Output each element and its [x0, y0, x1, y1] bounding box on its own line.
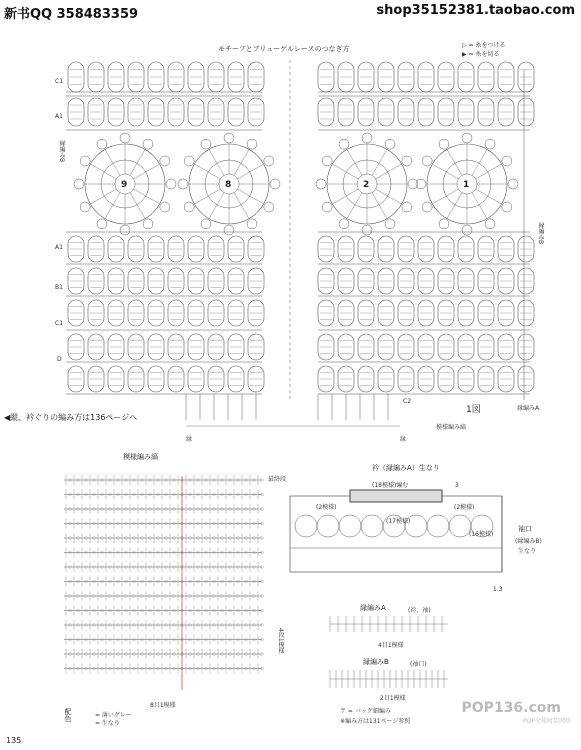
motif-2-petal: [385, 219, 395, 229]
motif-1-spoke: [476, 164, 502, 179]
motif-9-spoke: [130, 193, 145, 219]
motif-9-petal: [120, 225, 130, 235]
side-label-right: 縁編みB: [537, 222, 544, 245]
motif-8-petal: [201, 139, 211, 149]
motif-1-petal: [422, 202, 432, 212]
cuff-label: 袖口: [518, 525, 532, 533]
collar-mid: (17模様): [386, 518, 411, 525]
motif-8-petal: [184, 156, 194, 166]
motif-1-spoke: [447, 193, 462, 219]
collar-left: (2模様): [316, 504, 337, 511]
motif-9-petal: [143, 139, 153, 149]
motif-2-petal: [339, 219, 349, 229]
motif-9-inner: [115, 174, 135, 194]
collar-top-band: [350, 490, 442, 502]
row-label-c2: C2: [403, 398, 412, 405]
motif-1-spoke: [472, 193, 487, 219]
motif-8-petal: [201, 219, 211, 229]
motif-2-spoke: [347, 149, 362, 175]
motif-2-spoke: [372, 193, 387, 219]
collar-motif-circle: [295, 515, 317, 537]
pattern-title: 模様編み縞: [123, 453, 158, 461]
footnote-1: 〒 = バック細編み: [340, 708, 391, 715]
motif-8-petal: [264, 202, 274, 212]
color-key-1: = 薄いグレー: [95, 712, 132, 719]
collar-motif-circle: [427, 515, 449, 537]
color-key-2: = 生なり: [95, 720, 120, 727]
motif-9-spoke: [130, 149, 145, 175]
bottom-edge-label: 縁編みA: [517, 405, 540, 412]
motif-number-1: 1: [463, 180, 470, 190]
motif-1-petal: [416, 179, 426, 189]
motif-2-petal: [322, 156, 332, 166]
row-label-b1: B1: [55, 284, 63, 291]
row-label-c1-b: C1: [55, 320, 64, 327]
motif-2-petal: [362, 133, 372, 143]
motif-1-spoke: [472, 149, 487, 175]
row-label-a1-b: A1: [55, 244, 63, 251]
motif-1-petal: [508, 179, 518, 189]
motif-2-petal: [316, 179, 326, 189]
motif-9-spoke: [90, 164, 116, 179]
motif-9-petal: [160, 156, 170, 166]
motif-9-petal: [143, 219, 153, 229]
header-qq: 新书QQ 358483359: [4, 7, 139, 22]
motif-8-spoke: [194, 189, 220, 204]
color-key-label: 配色: [64, 708, 72, 722]
motif-1-spoke: [432, 189, 458, 204]
collar-motif-circle: [361, 515, 383, 537]
motif-9-petal: [120, 133, 130, 143]
motif-number-9: 9: [121, 180, 128, 190]
motif-2-petal: [408, 179, 418, 189]
motif-9-petal: [166, 179, 176, 189]
motif-9-spoke: [134, 189, 160, 204]
motif-1-petal: [485, 139, 495, 149]
motif-1-petal: [502, 156, 512, 166]
motif-2-petal: [402, 156, 412, 166]
motif-2-spoke: [332, 164, 358, 179]
edge-b-sub: (袖口): [410, 661, 427, 668]
motif-2-spoke: [332, 189, 358, 204]
bottom-mark-right: 縁: [400, 436, 407, 443]
motif-1-spoke: [476, 189, 502, 204]
motif-1-petal: [439, 139, 449, 149]
motif-2-spoke: [376, 164, 402, 179]
collar-outline: [290, 496, 502, 572]
motif-1-petal: [462, 133, 472, 143]
main-chart-title: モチーフとブリューゲルレースのつなぎ方: [218, 45, 350, 53]
repeat-label: 4段1模様: [277, 628, 284, 654]
row-label-a1: A1: [55, 113, 63, 120]
row-label-c1: C1: [55, 78, 64, 85]
motif-9-spoke: [105, 193, 120, 219]
collar-bottom-num: 1.3: [493, 586, 503, 593]
motif-1-petal: [422, 156, 432, 166]
motif-8-spoke: [194, 164, 220, 179]
collar-motif-circle: [405, 515, 427, 537]
collar-count-top: (18模様)編む: [372, 482, 409, 489]
motif-8-spoke: [238, 189, 264, 204]
bottom-repeat: 8目1模様: [150, 702, 176, 709]
bottom-mark-left: 縁: [186, 436, 193, 443]
collar-side-num: 3: [455, 482, 459, 489]
motif-8-petal: [247, 139, 257, 149]
motif-1-petal: [485, 219, 495, 229]
edge-b-repeat: 2目1模様: [380, 695, 406, 702]
motif-9-petal: [80, 202, 90, 212]
motif-8-petal: [178, 179, 188, 189]
edge-a-sub: (衿、袖): [408, 607, 431, 614]
footnote-2: ※編み方は131ページ参照: [340, 718, 411, 725]
motif-2-spoke: [376, 189, 402, 204]
motif-8-inner: [219, 174, 239, 194]
end-row-label: 最終段: [268, 476, 287, 483]
motif-9-spoke: [90, 189, 116, 204]
motif-1-petal: [502, 202, 512, 212]
motif-1-spoke: [432, 164, 458, 179]
motif-8-petal: [247, 219, 257, 229]
row-label-d: D: [57, 356, 62, 363]
motif-2-petal: [385, 139, 395, 149]
motif-1-petal: [462, 225, 472, 235]
motif-9-petal: [97, 139, 107, 149]
collar-motif-circle: [471, 515, 493, 537]
edge-a-title: 縁編みA: [360, 604, 386, 612]
pattern-edge-label: 模様編み縞: [436, 424, 467, 431]
motif-8-petal: [270, 179, 280, 189]
motif-8-petal: [184, 202, 194, 212]
header-shop-url: shop35152381.taobao.com: [376, 3, 575, 18]
collar-title: 衿（縁編みA）生なり: [372, 464, 440, 472]
side-label-left: 縁編みB: [58, 140, 65, 163]
motif-number-8: 8: [225, 180, 232, 190]
motif-2-spoke: [372, 149, 387, 175]
motif-2-inner: [357, 174, 377, 194]
collar-motif-circle: [339, 515, 361, 537]
motif-number-2: 2: [363, 180, 370, 190]
motif-8-spoke: [234, 193, 249, 219]
motif-2-petal: [322, 202, 332, 212]
motif-1-inner: [457, 174, 477, 194]
motif-9-spoke: [134, 164, 160, 179]
motif-8-petal: [224, 133, 234, 143]
motif-9-petal: [160, 202, 170, 212]
motif-9-petal: [97, 219, 107, 229]
motif-2-petal: [339, 139, 349, 149]
edge-a-repeat: 4目1模様: [378, 642, 404, 649]
motif-9-petal: [74, 179, 84, 189]
collar-motif-circle: [317, 515, 339, 537]
figure-label: 1図: [466, 405, 481, 415]
cuff-color: 生なり: [518, 548, 537, 555]
motif-2-petal: [402, 202, 412, 212]
collar-right2: (16模様): [469, 531, 494, 538]
motif-1-petal: [439, 219, 449, 229]
collar-motif-circle: [383, 515, 405, 537]
collar-right: (2模様): [454, 504, 475, 511]
note-other-page: ◀縦、衿ぐりの編み方は136ページへ: [4, 413, 138, 422]
watermark: POP136.com: [461, 700, 561, 716]
legend-cut: ▶ = 糸を切る: [462, 51, 500, 58]
watermark-sub: POP全球时装网络: [523, 718, 571, 725]
cuff-sub: (縁編みB): [515, 538, 542, 545]
motif-8-petal: [224, 225, 234, 235]
motif-8-petal: [264, 156, 274, 166]
legend-attach: ▷ = 糸をつける: [462, 42, 506, 49]
edge-b-title: 縁編みB: [363, 658, 389, 666]
motif-8-spoke: [209, 149, 224, 175]
motif-9-spoke: [105, 149, 120, 175]
collar-motif-circle: [449, 515, 471, 537]
motif-2-petal: [362, 225, 372, 235]
page-number: 135: [6, 736, 22, 745]
motif-2-spoke: [347, 193, 362, 219]
motif-8-spoke: [234, 149, 249, 175]
motif-9-petal: [80, 156, 90, 166]
motif-8-spoke: [238, 164, 264, 179]
motif-1-spoke: [447, 149, 462, 175]
motif-8-spoke: [209, 193, 224, 219]
